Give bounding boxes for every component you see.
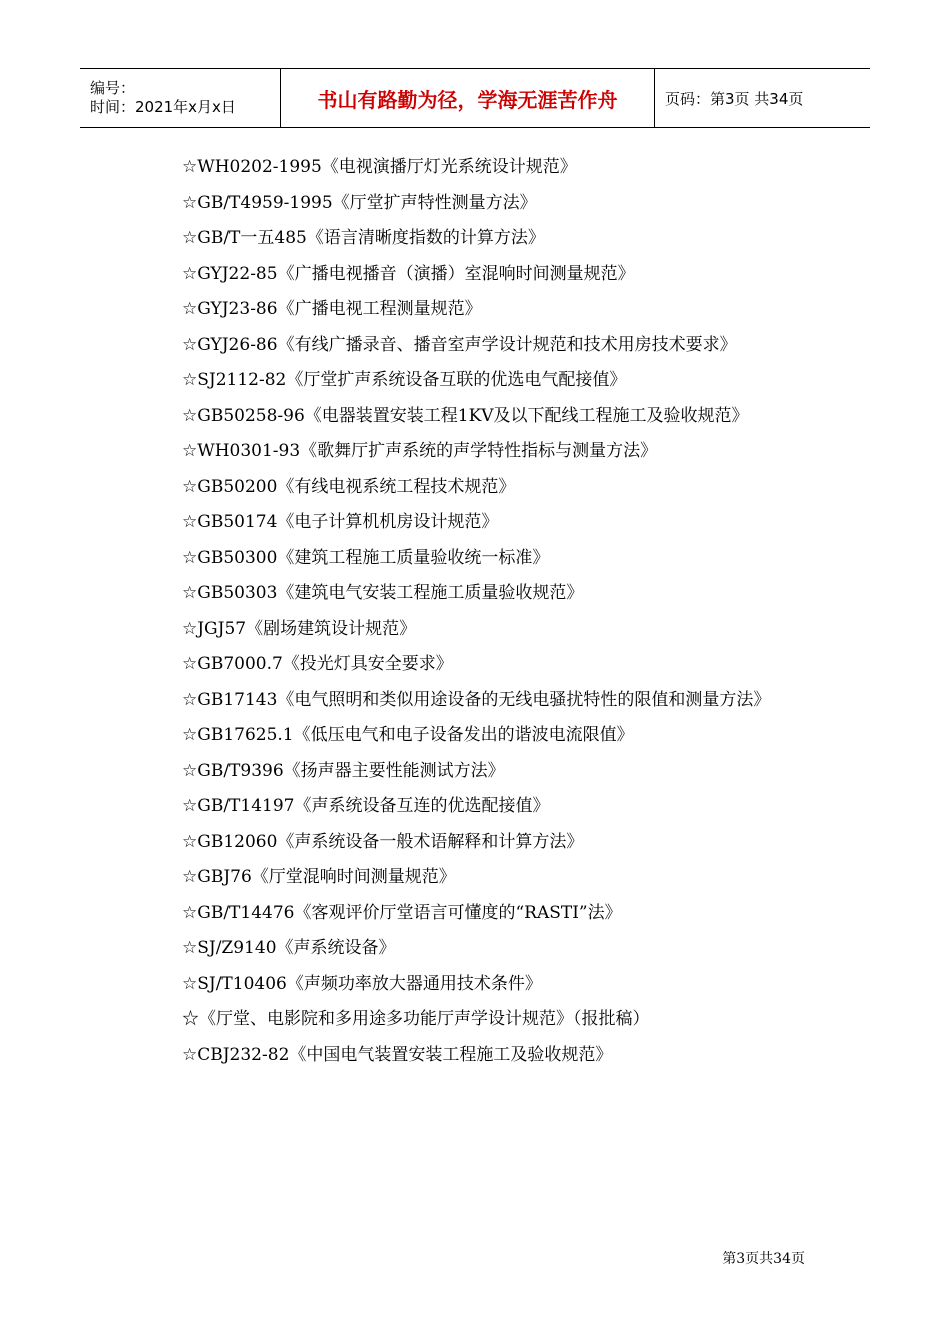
reference-item: ☆WH0301-93《歌舞厅扩声系统的声学特性指标与测量方法》 [182,441,658,461]
reference-item: ☆GB12060《声系统设备一般术语解释和计算方法》 [182,831,584,852]
reference-item: ☆GB50258-96《电器装置安装工程1KV及以下配线工程施工及验收规范》 [182,405,749,426]
page-header [80,68,870,128]
reference-item: ☆SJ/Z9140《声系统设备》 [182,938,396,958]
reference-item: ☆GB50303《建筑电气安装工程施工质量验收规范》 [182,583,584,603]
page-footer [722,1248,805,1268]
reference-item: ☆GYJ23-86《广播电视工程测量规范》 [182,299,482,319]
reference-item: ☆GB/T一五485《语言清晰度指数的计算方法》 [182,228,545,248]
reference-list [145,150,825,1073]
reference-item: ☆SJ2112-82《厅堂扩声系统设备互联的优选电气配接值》 [182,370,627,390]
header-motto [281,69,655,127]
reference-item: ☆GB/T9396《扬声器主要性能测试方法》 [182,760,505,781]
number-label: 编号： [90,79,136,97]
reference-item: ☆GYJ26-86《有线广播录音、播音室声学设计规范和技术用房技术要求》 [182,334,737,355]
header-meta [80,69,281,127]
header-page [655,69,870,127]
time-label: 时间：2021年x月x日 [90,98,236,116]
page-label: 页码：第3页 共34页 [665,89,804,108]
reference-item: ☆WH0202-1995《电视演播厅灯光系统设计规范》 [182,157,577,177]
reference-item: ☆GB/T14197《声系统设备互连的优选配接值》 [182,796,550,816]
reference-item: ☆GYJ22-85《广播电视播音（演播）室混响时间测量规范》 [182,263,635,284]
reference-item: ☆GB17625.1《低压电气和电子设备发出的谐波电流限值》 [182,725,634,745]
reference-item: ☆GB7000.7《投光灯具安全要求》 [182,654,453,674]
motto-text: 书山有路勤为径，学海无涯苦作舟 [317,87,618,112]
reference-item: ☆SJ/T10406《声频功率放大器通用技术条件》 [182,973,542,994]
reference-item: ☆GB50174《电子计算机机房设计规范》 [182,512,499,532]
reference-item: ☆JGJ57《剧场建筑设计规范》 [182,618,417,639]
reference-item: ☆GBJ76《厅堂混响时间测量规范》 [182,867,456,887]
footer-page-number: 第3页共34页 [722,1251,805,1267]
reference-item: ☆GB17143《电气照明和类似用途设备的无线电骚扰特性的限值和测量方法》 [182,689,771,710]
reference-item: ☆《厅堂、电影院和多用途多功能厅声学设计规范》（报批稿） [182,1009,650,1029]
reference-item: ☆GB50300《建筑工程施工质量验收统一标准》 [182,547,550,568]
reference-item: ☆GB50200《有线电视系统工程技术规范》 [182,476,516,497]
reference-item: ☆GB/T14476《客观评价厅堂语言可懂度的“RASTI”法》 [182,902,622,923]
reference-item: ☆CBJ232-82《中国电气装置安装工程施工及验收规范》 [182,1044,613,1065]
reference-item: ☆GB/T4959-1995《厅堂扩声特性测量方法》 [182,192,537,213]
